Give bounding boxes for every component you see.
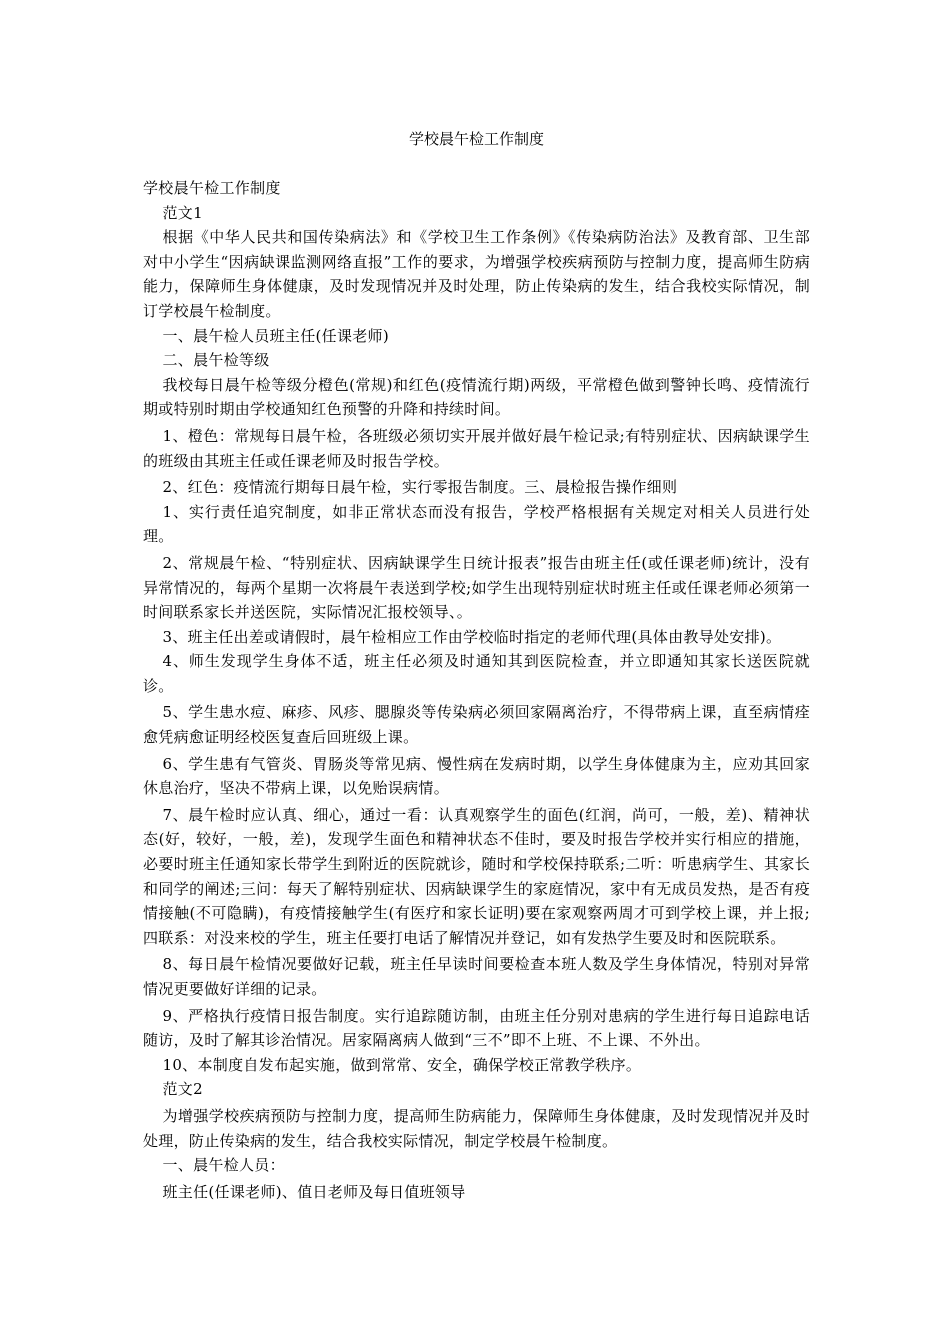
paragraph: 5、学生患水痘、麻疹、风疹、腮腺炎等传染病必须回家隔离治疗，不得带病上课，直至病情痊愈凭病愈证明经校医复查后回班级上课。 bbox=[143, 703, 810, 747]
paragraph: 一、晨午检人员： bbox=[162, 1156, 285, 1175]
paragraph: 班主任(任课老师)、值日老师及每日值班领导 bbox=[162, 1182, 466, 1201]
paragraph: 学校晨午检工作制度 bbox=[143, 179, 281, 197]
paragraph: 2、红色：疫情流行期每日晨午检，实行零报告制度。三、晨检报告操作细则 bbox=[162, 478, 678, 497]
paragraph: 6、学生患有气管炎、胃肠炎等常见病、慢性病在发病时期，以学生身体健康为主，应劝其回家休息治疗，坚决不带病上课，以免贻误病情。 bbox=[143, 754, 810, 798]
paragraph: 为增强学校疾病预防与控制力度，提高师生防病能力，保障师生身体健康，及时发现情况并及时处理，防止传染病的发生，结合我校实际情况，制定学校晨午检制度。 bbox=[143, 1106, 810, 1150]
paragraph: 我校每日晨午检等级分橙色(常规)和红色(疫情流行期)两级，平常橙色做到警钟长鸣、疫情流行期或特别时期由学校通知红色预警的升降和持续时间。 bbox=[143, 375, 810, 419]
paragraph: 二、晨午检等级 bbox=[162, 351, 270, 370]
paragraph: 8、每日晨午检情况要做好记载，班主任早读时间要检查本班人数及学生身体情况，特别对异常情况更要做好详细的记录。 bbox=[143, 955, 810, 998]
paragraph: 4、师生发现学生身体不适，班主任必须及时通知其到医院检查，并立即通知其家长送医院就诊。 bbox=[143, 652, 810, 695]
paragraph: 范文2 bbox=[162, 1080, 203, 1099]
paragraph: 范文1 bbox=[162, 203, 203, 222]
paragraph: 1、橙色：常规每日晨午检，各班级必须切实开展并做好晨午检记录;有特别症状、因病缺课学生的班级由其班主任或任课老师及时报告学校。 bbox=[143, 426, 810, 470]
paragraph: 3、班主任出差或请假时，晨午检相应工作由学校临时指定的老师代理(具体由教导处安排)。 bbox=[162, 627, 782, 646]
paragraph: 9、严格执行疫情日报告制度。实行追踪随访制，由班主任分别对患病的学生进行每日追踪电话随访，及时了解其诊治情况。居家隔离病人做到“三不”即不上班、不上课、不外出。 bbox=[143, 1006, 810, 1050]
document-title: 学校晨午检工作制度 bbox=[408, 130, 544, 148]
paragraph: 一、晨午检人员班主任(任课老师) bbox=[162, 326, 390, 345]
document-body bbox=[143, 176, 810, 1204]
paragraph: 7、晨午检时应认真、细心，通过一看：认真观察学生的面色(红润，尚可，一般，差)、精神状态(好，较好，一般，差)，发现学生面色和精神状态不佳时，要及时报告学校并实行相应的措施，必要时班主任通知家长带学生到附近的医院就诊，随时和学校保持联系;二听：听患病学生、其家长和同学的阐述;三问：每天了解特别症状、因病缺课学生的家庭情况，家中有无成员发热，是否有疫情接触(不可隐瞒)，有疫情接触学生(有医疗和家长证明)要在家观察两周才可到学校上课，并上报;四联系：对没来校的学生，班主任要打电话了解情况并登记，如有发热学生要及时和医院联系。 bbox=[143, 805, 810, 947]
paragraph: 1、实行责任追究制度，如非正常状态而没有报告，学校严格根据有关规定对相关人员进行处理。 bbox=[143, 502, 810, 546]
paragraph: 2、常规晨午检、“特别症状、因病缺课学生日统计报表”报告由班主任(或任课老师)统计，没有异常情况的，每两个星期一次将晨午表送到学校;如学生出现特别症状时班主任或任课老师必须第一时间联系家长并送医院，实际情况汇报校领导、。 bbox=[143, 553, 810, 622]
paragraph: 根据《中华人民共和国传染病法》和《学校卫生工作条例》《传染病防治法》及教育部、卫生部对中小学生“因病缺课监测网络直报”工作的要求，为增强学校疾病预防与控制力度，提高师生防病能力，保障师生身体健康，及时发现情况并及时处理，防止传染病的发生，结合我校实际情况，制订学校晨午检制度。 bbox=[143, 228, 810, 320]
paragraph: 10、本制度自发布起实施，做到常常、安全，确保学校正常教学秩序。 bbox=[162, 1055, 642, 1074]
